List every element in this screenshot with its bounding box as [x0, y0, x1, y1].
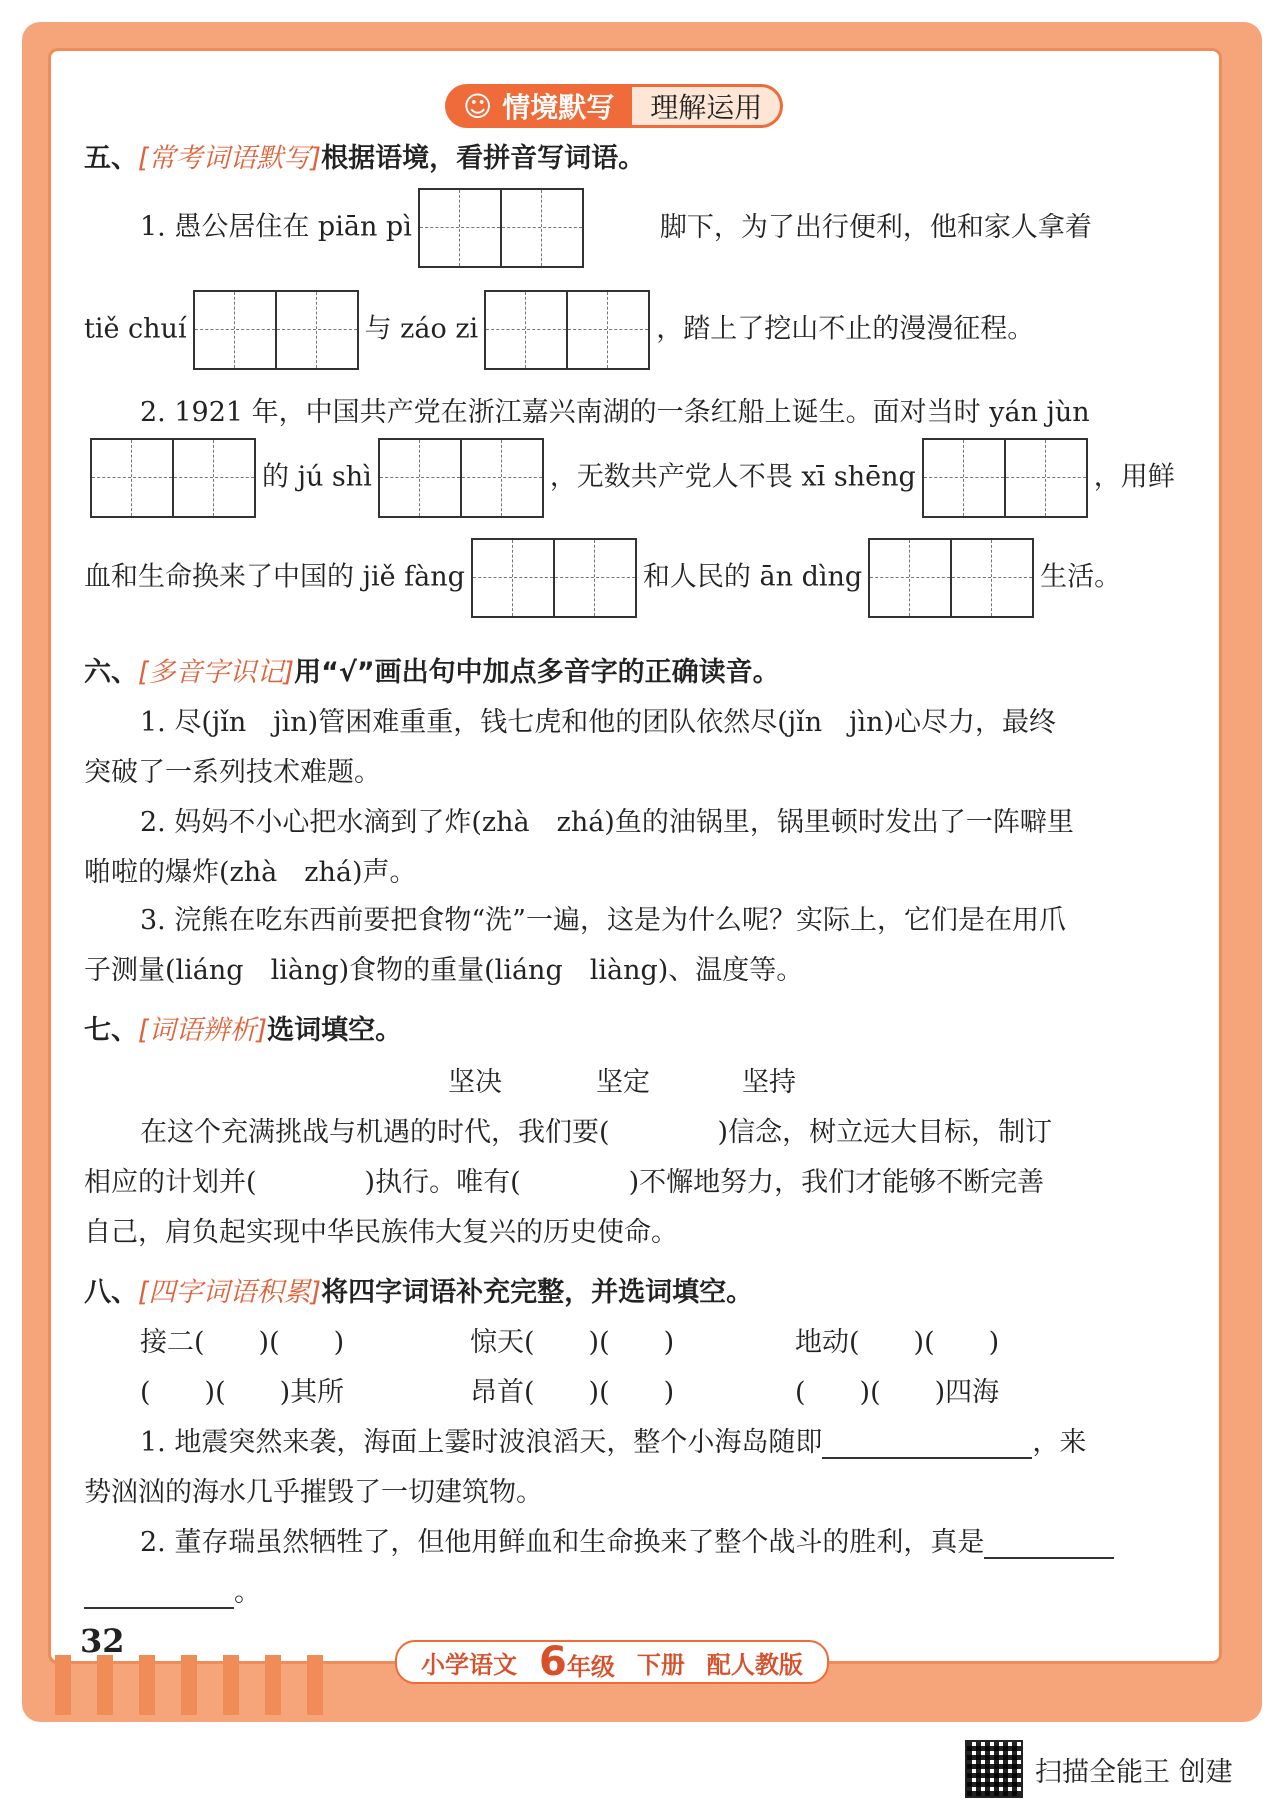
word-choice-2: 坚定 [596, 1067, 650, 1098]
s5-line-1: 1. 愚公居住在 piān pì 脚下，为了出行便利，他和家人拿着 [140, 188, 1092, 268]
idiom-5: 昂首( )( ) [470, 1377, 675, 1408]
s8-q2-line-2: 。 [84, 1570, 261, 1609]
answer-boxes[interactable] [484, 290, 650, 370]
qr-code-icon [965, 1740, 1023, 1798]
s6-line-4: 啪啦的爆炸(zhà zhá)声。 [84, 857, 417, 888]
scanner-watermark: 扫描全能王 创建 [965, 1740, 1233, 1798]
s5-line-4: 的 jú shì ，无数共产党人不畏 xī shēng ，用鲜 [84, 438, 1175, 518]
section-7-heading: 七、[词语辨析]选词填空。 [84, 1015, 403, 1046]
s7-line-3: 自己，肩负起实现中华民族伟大复兴的历史使命。 [84, 1217, 678, 1248]
section-banner [445, 84, 783, 128]
answer-boxes[interactable] [90, 438, 256, 518]
answer-blank[interactable] [84, 1577, 234, 1609]
idiom-2: 惊天( )( ) [470, 1327, 675, 1358]
idiom-3: 地动( )( ) [795, 1327, 1000, 1358]
s5-line-5: 血和生命换来了中国的 jiě fàng 和人民的 ān dìng 生活。 [84, 538, 1121, 618]
section-6-heading: 六、[多音字识记]用“√”画出句中加点多音字的正确读音。 [84, 657, 780, 688]
idiom-1: 接二( )( ) [140, 1327, 345, 1358]
s6-line-6: 子测量(liáng liàng)食物的重量(liáng liàng)、温度等。 [84, 955, 804, 986]
s6-line-3: 2. 妈妈不小心把水滴到了炸(zhà zhá)鱼的油锅里，锅里顿时发出了一阵噼里 [140, 807, 1074, 838]
medal-icon: ☺ [463, 89, 493, 123]
answer-blank[interactable] [984, 1527, 1114, 1559]
section-5-heading: 五、[常考词语默写]根据语境，看拼音写词语。 [84, 143, 646, 174]
s7-line-2: 相应的计划并( )执行。唯有( )不懈地努力，我们才能够不断完善 [84, 1167, 1045, 1198]
answer-boxes[interactable] [471, 538, 637, 618]
word-choice-1: 坚决 [448, 1067, 502, 1098]
footer-label: 小学语文 6年级 下册 配人教版 [395, 1640, 829, 1684]
s5-line-3: 2. 1921 年，中国共产党在浙江嘉兴南湖的一条红船上诞生。面对当时 yán jùn [140, 397, 1090, 428]
section-8-heading: 八、[四字词语积累]将四字词语补充完整，并选词填空。 [84, 1277, 754, 1308]
answer-boxes[interactable] [378, 438, 544, 518]
banner-left: 情境默写 [502, 91, 615, 124]
idiom-6: ( )( )四海 [795, 1377, 1000, 1408]
page-number: 32 [80, 1622, 125, 1660]
s6-line-2: 突破了一系列技术难题。 [84, 757, 381, 788]
answer-boxes[interactable] [193, 290, 359, 370]
s6-line-5: 3. 浣熊在吃东西前要把食物“洗”一遍，这是为什么呢？实际上，它们是在用爪 [140, 905, 1066, 936]
s6-line-1: 1. 尽(jǐn jìn)管困难重重，钱七虎和他的团队依然尽(jǐn jìn)心尽力，最终 [140, 707, 1057, 738]
s5-line-2: tiě chuí 与 záo zi ，踏上了挖山不止的漫漫征程。 [84, 290, 1034, 370]
decorative-stripes [55, 1655, 355, 1715]
answer-boxes[interactable] [922, 438, 1088, 518]
s8-q1-line-1: 1. 地震突然来袭，海面上霎时波浪滔天，整个小海岛随即 ，来 [140, 1427, 1087, 1458]
answer-boxes[interactable] [868, 538, 1034, 618]
idiom-4: ( )( )其所 [140, 1377, 345, 1408]
s8-q1-line-2: 势汹汹的海水几乎摧毁了一切建筑物。 [84, 1477, 543, 1508]
word-choice-3: 坚持 [742, 1067, 796, 1098]
answer-blank[interactable] [822, 1427, 1032, 1459]
s7-line-1: 在这个充满挑战与机遇的时代，我们要( )信念，树立远大目标，制订 [140, 1117, 1053, 1148]
banner-right: 理解运用 [632, 84, 783, 128]
s8-q2-line-1: 2. 董存瑞虽然牺牲了，但他用鲜血和生命换来了整个战斗的胜利，真是 [140, 1520, 1114, 1559]
answer-boxes[interactable] [418, 188, 584, 268]
